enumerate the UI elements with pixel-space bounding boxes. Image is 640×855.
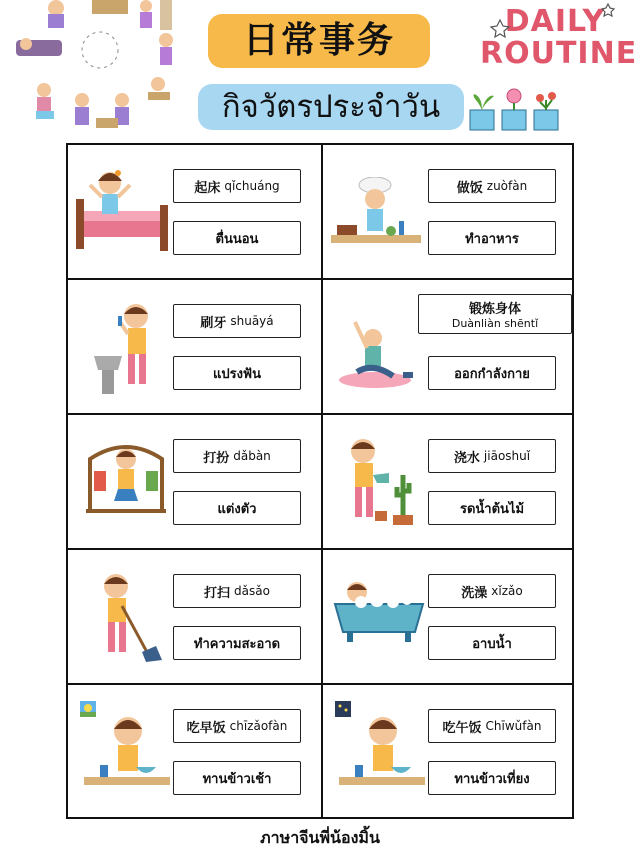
- pinyin-text: Duànliàn shēntǐ: [451, 317, 539, 330]
- thai-label: อาบน้ำ: [428, 626, 556, 660]
- card-lunch: [323, 685, 576, 820]
- brushing-teeth-icon: [88, 300, 168, 396]
- chinese-label: [428, 439, 556, 473]
- daily-routine-line1: DAILY: [504, 4, 606, 39]
- hanzi-text: 吃早饭: [186, 720, 226, 736]
- card-wake-up: [68, 145, 321, 280]
- potted-plants-icon: [468, 86, 560, 132]
- hanzi-text: 刷牙: [200, 315, 227, 331]
- pinyin-text: dǎbàn: [233, 449, 271, 463]
- pinyin-text: Chīwǔfàn: [485, 719, 542, 733]
- hanzi-text: 起床: [194, 180, 221, 196]
- card-watering: [323, 415, 576, 550]
- routine-grid: [66, 143, 574, 819]
- card-cleaning: [68, 550, 321, 685]
- thai-label: ทำอาหาร: [428, 221, 556, 255]
- thai-label: แต่งตัว: [173, 491, 301, 525]
- thai-label: แปรงฟัน: [173, 356, 301, 390]
- thai-label: รดน้ำต้นไม้: [428, 491, 556, 525]
- chinese-label: [173, 169, 301, 203]
- title-thai: กิจวัตรประจำวัน: [198, 84, 464, 130]
- thai-label: ตื่นนอน: [173, 221, 301, 255]
- card-exercise: [323, 280, 576, 415]
- card-breakfast: [68, 685, 321, 820]
- yoga-exercise-icon: [333, 314, 425, 392]
- card-bathing: [323, 550, 576, 685]
- bed-wakeup-icon: [76, 165, 172, 255]
- hanzi-text: 做饭: [456, 180, 483, 196]
- footer-credit: ภาษาจีนพี่น้องมิ้น: [260, 828, 380, 847]
- thai-label: ทำความสะอาด: [173, 626, 301, 660]
- chinese-label: [428, 574, 556, 608]
- card-dress-up: [68, 415, 321, 550]
- watering-plants-icon: [337, 435, 427, 527]
- dressing-wardrobe-icon: [84, 439, 168, 523]
- chinese-label: [173, 304, 301, 338]
- chinese-label: [173, 709, 301, 743]
- card-cooking: [323, 145, 576, 280]
- lunch-icon: [335, 701, 429, 797]
- thai-label: ออกกำลังกาย: [428, 356, 556, 390]
- pinyin-text: qǐchuáng: [224, 179, 280, 193]
- sweeping-broom-icon: [94, 570, 168, 666]
- chinese-label: [428, 169, 556, 203]
- routine-collage-icon: [10, 0, 180, 138]
- hanzi-text: 打扫: [204, 585, 231, 601]
- thai-label: ทานข้าวเช้า: [173, 761, 301, 795]
- thai-label: ทานข้าวเที่ยง: [428, 761, 556, 795]
- title-chinese: 日常事务: [208, 14, 430, 68]
- pinyin-text: dǎsǎo: [234, 584, 270, 598]
- chinese-label: [173, 439, 301, 473]
- breakfast-icon: [80, 701, 174, 797]
- card-brush-teeth: [68, 280, 321, 415]
- pinyin-text: jiāoshuǐ: [483, 449, 531, 463]
- chinese-label: [418, 294, 572, 334]
- pinyin-text: xǐzǎo: [491, 584, 523, 598]
- hanzi-text: 浇水: [453, 450, 480, 466]
- chinese-label: [173, 574, 301, 608]
- pinyin-text: chīzǎofàn: [229, 719, 288, 733]
- star-doodles-icon: [488, 0, 638, 90]
- hanzi-text: 吃午饭: [442, 720, 482, 736]
- pinyin-text: zuòfàn: [486, 179, 528, 193]
- chef-cooking-icon: [331, 177, 423, 249]
- hanzi-text: 打扮: [203, 450, 230, 466]
- chinese-label: [428, 709, 556, 743]
- hanzi-text: 洗澡: [461, 585, 488, 601]
- hanzi-text: 锻炼身体: [468, 302, 521, 317]
- daily-routine-line2: ROUTINE: [480, 36, 638, 71]
- pinyin-text: shuāyá: [230, 314, 274, 328]
- bathtub-icon: [331, 578, 427, 648]
